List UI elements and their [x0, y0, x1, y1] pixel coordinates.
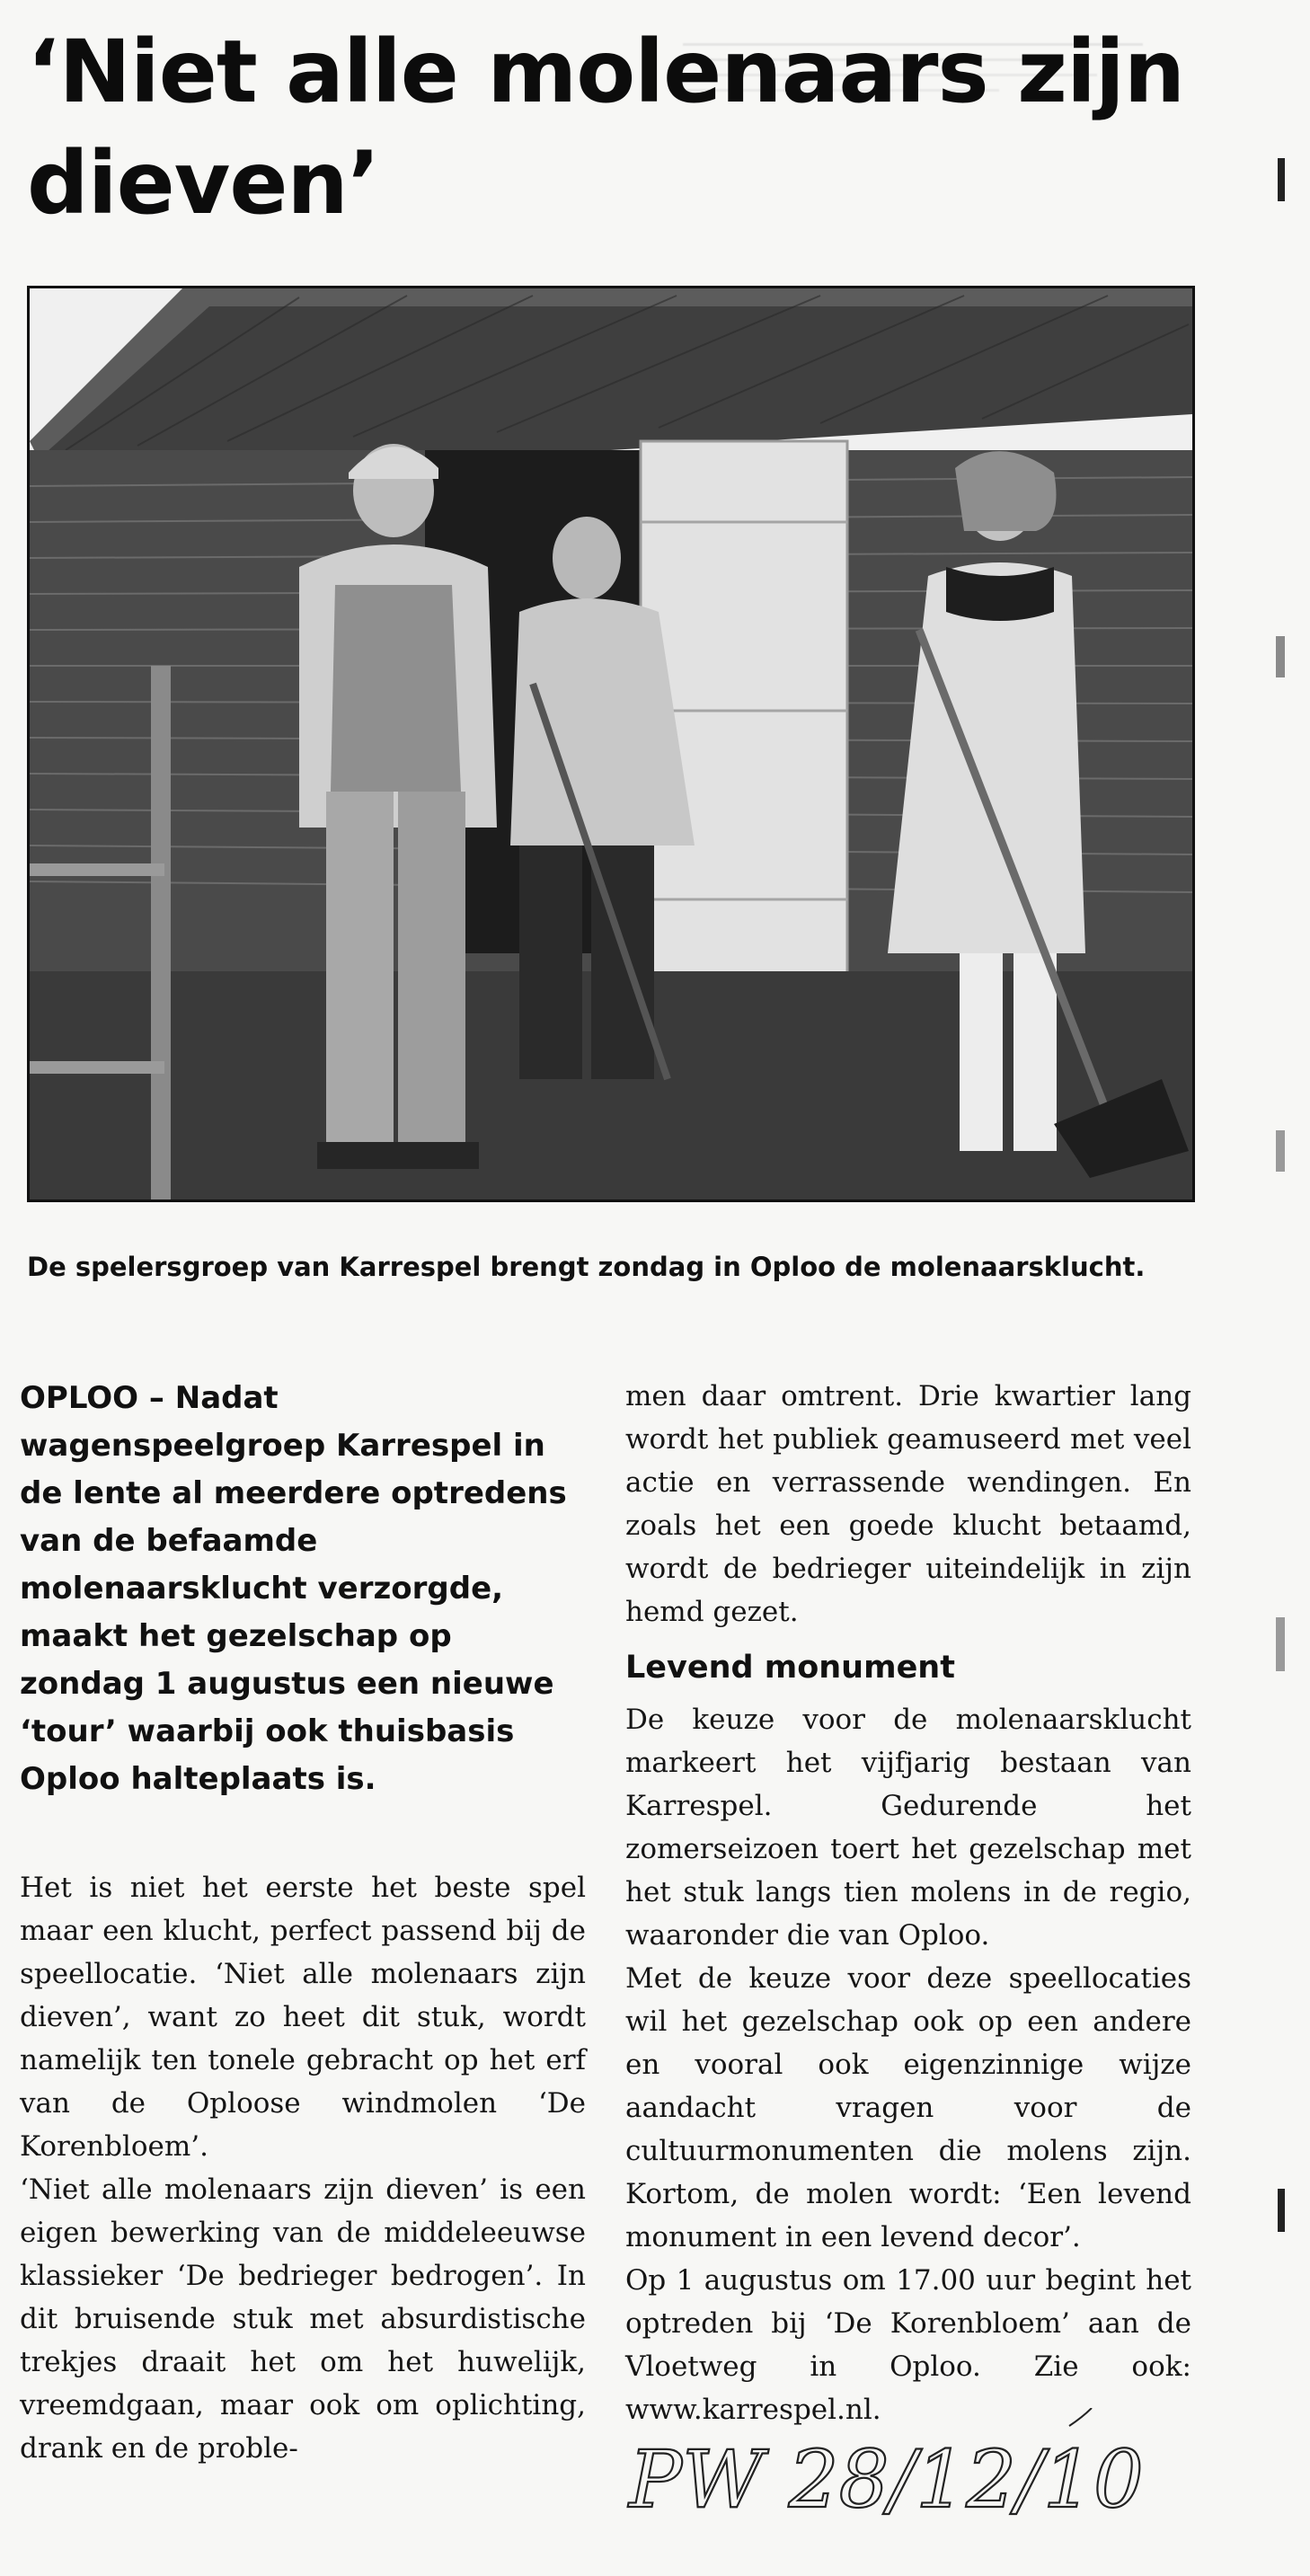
body-paragraph: men daar omtrent. Drie kwartier lang wordt het publiek geamuseerd met veel actie en verrassende wendingen. En zoals het een goede klucht betaamd, wordt de bedrieger uiteindelijk in zijn hemd gezet. [625, 1380, 1191, 1628]
handwriting-drawing [620, 2408, 1159, 2534]
body-paragraph: Het is niet het eerste het beste spel maar een klucht, perfect passend bij de speellocatie. ‘Niet alle molenaars zijn dieven’, want zo heet dit stuk, wordt namelijk ten tonele gebracht op het erf van de Oploose windmolen ‘De Korenbloem’. [20, 1872, 586, 2163]
margin-marker [1276, 1130, 1285, 1172]
body-paragraph: Met de keuze voor deze speellocaties wil het gezelschap ook op een andere en vooral ook eigenzinnige wijze aandacht vragen voor de cultuurmonumenten die molens zijn. Kortom, de molen wordt: ‘Een levend monument in een levend decor’. [625, 1962, 1191, 2253]
article-photo [27, 286, 1195, 1202]
article-lead: OPLOO – Nadat wagenspeelgroep Karrespel in de lente al meerdere optredens van de befaamde molenaarsklucht verzorgde, maakt het gezelschap op zondag 1 augustus een nieuwe ‘tour’ waarbij ook thuisbasis Oploo halteplaats is. [20, 1380, 567, 1797]
left-column [20, 1375, 586, 2470]
margin-marker [1276, 636, 1285, 677]
handwritten-date: PW 28/12/10 [629, 2433, 1144, 2526]
photo-caption: De spelersgroep van Karrespel brengt zondag in Oploo de molenaarsklucht. [27, 1252, 1146, 1282]
margin-marker [1278, 2189, 1285, 2232]
body-paragraph: ‘Niet alle molenaars zijn dieven’ is een eigen bewerking van de middeleeuwse klassieker ‘De bedrieger bedrogen’. In dit bruisende stuk met absurdistische trekjes draait het om het huwelijk, vreemdgaan, maar ook om oplichting, drank en de proble- [20, 2173, 586, 2465]
photo-illustration [30, 288, 1192, 1199]
section-subheading: Levend monument [625, 1650, 955, 1686]
right-column [625, 1375, 1191, 2431]
body-paragraph: Op 1 augustus om 17.00 uur begint het optreden bij ‘De Korenbloem’ aan de Vloetweg in Oploo. Zie ook: www.karrespel.nl. [625, 2264, 1191, 2426]
handwritten-annotation [620, 2408, 1159, 2534]
margin-marker [1278, 158, 1285, 201]
body-paragraph: De keuze voor de molenaarsklucht markeert het vijfjarig bestaan van Karrespel. Gedurende het zomerseizoen toert het gezelschap met het stuk langs tien molens in de regio, waaronder die van Oploo. [625, 1704, 1191, 1952]
article-headline: ‘Niet alle molenaars zijn dieven’ [27, 22, 1185, 234]
margin-marker [1276, 1617, 1285, 1671]
